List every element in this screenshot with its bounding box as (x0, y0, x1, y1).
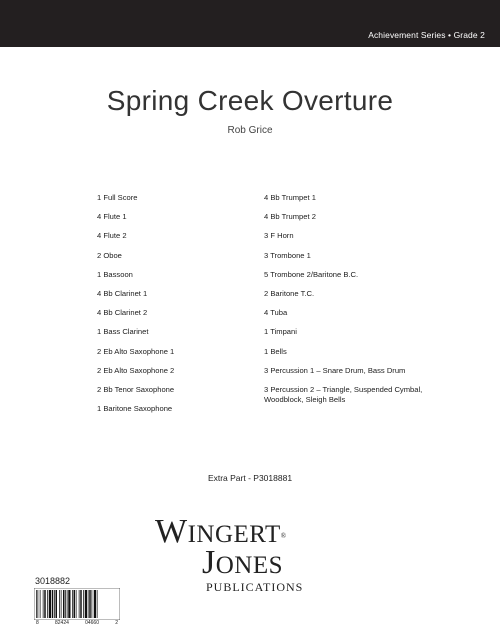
barcode-frame (34, 588, 120, 620)
part-item: 1 Bass Clarinet (97, 327, 149, 337)
barcode-digit-right: 2 (115, 620, 118, 626)
part-item: 2 Eb Alto Saxophone 2 (97, 365, 175, 375)
registered-mark: ® (280, 532, 287, 540)
barcode-digits (36, 620, 118, 626)
barcode-bar (92, 590, 93, 618)
barcode-bar (47, 590, 48, 618)
part-item: 4 Bb Clarinet 1 (97, 288, 148, 298)
barcode-bar (80, 590, 82, 618)
barcode-bar (54, 590, 55, 618)
barcode-bar (97, 590, 98, 618)
part-item: 4 Bb Trumpet 1 (264, 193, 316, 202)
part-item: 2 Eb Alto Saxophone 1 (97, 346, 175, 356)
part-item: 1 Baritone Saxophone (97, 404, 173, 414)
barcode-bar (59, 590, 60, 618)
part-item: 4 Flute 2 (97, 231, 127, 241)
part-item: 3 Percussion 1 – Snare Drum, Bass Drum (264, 365, 406, 375)
barcode-bar (44, 590, 46, 618)
barcode-bar (56, 590, 58, 618)
barcode-bar (43, 590, 44, 618)
part-item: 4 Flute 1 (97, 212, 127, 222)
barcode (34, 588, 120, 620)
part-item: 2 Baritone T.C. (264, 288, 315, 298)
part-item: 5 Trombone 2/Baritone B.C. (264, 269, 359, 279)
barcode-bar (79, 590, 80, 618)
series-label: Achievement Series • Grade 2 (368, 30, 485, 40)
parts-list-left (97, 193, 257, 423)
header-bar (0, 0, 500, 47)
logo-cap-w: W (155, 513, 188, 550)
barcode-bar (94, 590, 96, 618)
barcode-bar (68, 590, 70, 618)
logo-rest-ingert: INGERT (187, 521, 281, 548)
barcode-bar (38, 590, 39, 618)
part-item: 4 Bb Trumpet 2 (264, 212, 316, 222)
barcode-bar (61, 590, 62, 618)
barcode-digit-left: 8 (36, 620, 39, 626)
barcode-bar (52, 590, 54, 618)
parts-list-right (264, 193, 434, 414)
barcode-bar (89, 590, 91, 618)
barcode-bar (72, 590, 73, 618)
part-item: 2 Bb Tenor Saxophone (97, 384, 175, 394)
barcode-bar (49, 590, 51, 618)
logo-jones (202, 546, 283, 583)
barcode-bar (63, 590, 65, 618)
barcode-bar (83, 590, 84, 618)
barcode-bar (67, 590, 68, 618)
part-item: 4 Bb Clarinet 2 (97, 308, 148, 318)
part-item: 1 Bassoon (97, 269, 133, 279)
barcode-bar (65, 590, 66, 618)
part-item: 2 Oboe (97, 250, 122, 260)
part-item: 1 Timpani (264, 327, 297, 337)
composer-name: Rob Grice (227, 125, 273, 136)
part-item: 1 Full Score (97, 193, 138, 202)
barcode-digit-group2: 04660 (85, 620, 99, 626)
catalog-number: 3018882 (35, 576, 71, 586)
extra-part-note: Extra Part - P3018881 (207, 473, 293, 483)
part-item: 1 Bells (264, 346, 287, 356)
barcode-bar (85, 590, 87, 618)
logo-rest-ones: ONES (215, 552, 284, 579)
part-item: 3 Trombone 1 (264, 250, 311, 260)
logo-publications: PUBLICATIONS (206, 580, 304, 594)
barcode-bar (74, 590, 76, 618)
barcode-bar (36, 590, 37, 618)
publisher-logo (155, 515, 355, 597)
piece-title: Spring Creek Overture (106, 85, 394, 116)
part-item: 3 Percussion 2 – Triangle, Suspended Cymbal, Woodblock, Sleigh Bells (264, 384, 423, 404)
barcode-bar (76, 590, 77, 618)
part-item: 4 Tuba (264, 308, 288, 318)
logo-cap-j: J (202, 544, 216, 581)
part-item: 3 F Horn (264, 231, 294, 241)
barcode-bar (88, 590, 89, 618)
barcode-bar (40, 590, 41, 618)
barcode-digit-group1: 82424 (54, 620, 69, 626)
